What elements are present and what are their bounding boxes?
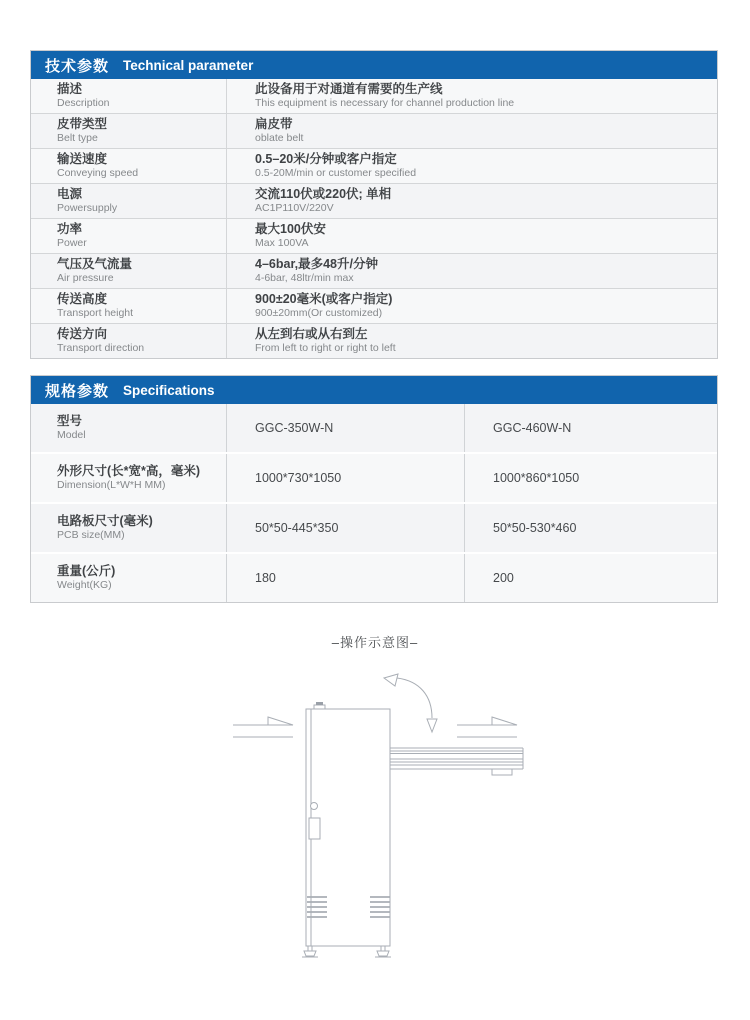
row-label-en: Model [57, 429, 86, 441]
row-value [226, 184, 717, 218]
row-value-en: This equipment is necessary for channel production line [255, 97, 515, 109]
technical-title-zh: 技术参数 [45, 57, 110, 75]
cell-value: 50*50-530*460 [493, 520, 577, 535]
table-row-transport-height [31, 288, 717, 323]
row-value-zh: 交流110伏或220伏; 单相 [255, 187, 392, 201]
row-value [226, 79, 717, 113]
row-value-zh: 900±20毫米(或客户指定) [255, 292, 393, 306]
row-value-en: AC1P110V/220V [255, 202, 334, 214]
pcb-350-cell [226, 504, 464, 552]
row-label-en: Weight(KG) [57, 579, 112, 591]
leveling-foot-right [375, 946, 391, 957]
row-label-en: PCB size(MM) [57, 529, 125, 541]
technical-parameter-header [31, 51, 717, 79]
row-label-en: Transport height [57, 307, 134, 319]
row-label-zh: 输送速度 [57, 152, 108, 166]
table-row-powersupply [31, 183, 717, 218]
model-460-cell [464, 404, 717, 452]
dimension-350-cell [226, 454, 464, 502]
leveling-foot-left [302, 946, 318, 957]
cabinet-top-knob [314, 702, 325, 709]
technical-title-en: Technical parameter [123, 57, 254, 73]
row-value-en: 900±20mm(Or customized) [255, 307, 383, 319]
table-row-conveying-speed [31, 148, 717, 183]
row-value-zh: 此设备用于对通道有需要的生产线 [255, 82, 443, 96]
row-value-en: Max 100VA [255, 237, 309, 249]
table-row-model [31, 404, 717, 452]
row-label-en: Belt type [57, 132, 98, 144]
row-label-en: Power [57, 237, 87, 249]
door-handle [309, 818, 320, 839]
row-label-en: Conveying speed [57, 167, 139, 179]
conveyor-rail [390, 748, 523, 775]
table-row-air-pressure [31, 253, 717, 288]
technical-parameter-table [30, 50, 718, 359]
row-label [31, 184, 226, 218]
row-value [226, 254, 717, 288]
row-value-zh: 最大100伏安 [255, 222, 326, 236]
table-row-description [31, 79, 717, 113]
row-label-zh: 电路板尺寸(毫米) [57, 514, 153, 528]
row-value-en: oblate belt [255, 132, 304, 144]
row-label [31, 219, 226, 253]
row-value-en: 0.5-20M/min or customer specified [255, 167, 417, 179]
cell-value: 200 [493, 570, 514, 585]
operation-diagram-caption: –操作示意图– [331, 635, 419, 650]
technical-table-body [31, 79, 717, 358]
row-label [31, 504, 226, 552]
model-350-cell [226, 404, 464, 452]
table-row-transport-direction [31, 323, 717, 358]
cell-value: 1000*730*1050 [255, 470, 342, 485]
row-label-zh: 皮带类型 [57, 117, 108, 131]
row-value-en: From left to right or right to left [255, 342, 396, 354]
row-value-zh: 4–6bar,最多48升/分钟 [255, 257, 378, 271]
row-label-zh: 传送高度 [57, 292, 108, 306]
row-value-zh: 扁皮带 [255, 117, 293, 131]
row-label-zh: 型号 [57, 414, 83, 428]
table-row-power [31, 218, 717, 253]
row-label [31, 404, 226, 452]
row-label-zh: 外形尺寸(长*宽*高，毫米) [57, 464, 201, 478]
row-label [31, 289, 226, 323]
row-label-zh: 电源 [57, 187, 83, 201]
row-label-zh: 传送方向 [57, 327, 108, 341]
specifications-title-zh: 规格参数 [45, 382, 110, 400]
row-label-zh: 描述 [57, 82, 83, 96]
cell-value: 1000*860*1050 [493, 470, 580, 485]
specifications-title-en: Specifications [123, 382, 215, 398]
row-label-en: Transport direction [57, 342, 145, 354]
row-label [31, 149, 226, 183]
row-label-en: Dimension(L*W*H MM) [57, 479, 166, 491]
weight-350-cell [226, 554, 464, 602]
table-row-dimension [31, 454, 717, 502]
weight-460-cell [464, 554, 717, 602]
row-label-zh: 气压及气流量 [57, 257, 133, 271]
row-label-zh: 重量(公斤) [57, 564, 116, 578]
rail-bracket [492, 769, 512, 775]
row-label [31, 554, 226, 602]
flip-direction-arrow [384, 674, 437, 732]
row-label [31, 324, 226, 358]
row-value [226, 149, 717, 183]
row-value [226, 114, 717, 148]
table-row-pcb-size [31, 504, 717, 552]
row-label [31, 454, 226, 502]
table-row-belt-type [31, 113, 717, 148]
row-label-en: Air pressure [57, 272, 114, 284]
table-row-weight [31, 554, 717, 602]
row-value [226, 324, 717, 358]
row-label-en: Powersupply [57, 202, 118, 214]
dimension-460-cell [464, 454, 717, 502]
row-label-en: Description [57, 97, 110, 109]
specifications-table-body [31, 404, 717, 602]
door-lock-icon [311, 803, 318, 810]
row-value [226, 289, 717, 323]
row-label-zh: 功率 [57, 222, 83, 236]
cell-value: GGC-350W-N [255, 420, 334, 435]
row-value-zh: 0.5–20米/分钟或客户指定 [255, 152, 397, 166]
row-value [226, 219, 717, 253]
row-label [31, 254, 226, 288]
row-value-zh: 从左到右或从右到左 [255, 327, 368, 341]
pcb-460-cell [464, 504, 717, 552]
row-label [31, 79, 226, 113]
specifications-header [31, 376, 717, 404]
cell-value: GGC-460W-N [493, 420, 572, 435]
operation-diagram [200, 648, 560, 968]
cell-value: 50*50-445*350 [255, 520, 339, 535]
specifications-table [30, 375, 718, 603]
row-label [31, 114, 226, 148]
cell-value: 180 [255, 570, 276, 585]
row-value-en: 4-6bar, 48ltr/min max [255, 272, 354, 284]
inbound-conveyor-arrow [233, 717, 293, 737]
outbound-conveyor-arrow [457, 717, 517, 737]
